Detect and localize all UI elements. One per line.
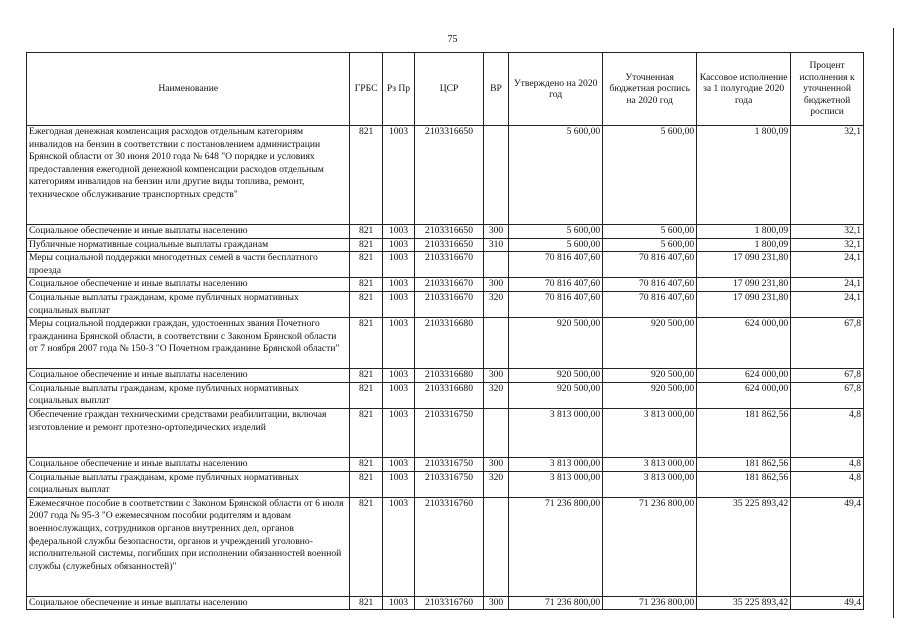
table-cell-name: Ежемесячное пособие в соответствии с Законом Брянской области от 6 июля 2007 года № 95-З "О ежемесячном пособии родителям и вдовам военнослужащих, сотрудников органов внутренних дел, органов федеральной службы безопасности, органов и учреждений уголовно-исполнительной системы, погибших при исполнении обязанностей военной службы (служебных обязанностей)": [27, 497, 350, 596]
table-cell-cash: 624 000,00: [697, 382, 791, 408]
table-cell-name: Обеспечение граждан техническими средствами реабилитации, включая изготовление и ремонт протезно-ортопедических изделий: [27, 408, 350, 457]
table-cell-cash: 1 800,09: [697, 225, 791, 239]
table-cell-approved: 5 600,00: [509, 126, 603, 225]
table-cell-percent: 49,4: [791, 497, 864, 596]
table-cell-grbs: 821: [350, 457, 382, 471]
table-cell-refined: 71 236 800,00: [603, 497, 697, 596]
column-header-csr: ЦСР: [415, 53, 484, 126]
table-row: [27, 471, 864, 497]
table-cell-percent: 4,8: [791, 408, 864, 457]
table-cell-csr: 2103316650: [415, 126, 484, 225]
table-cell-grbs: 821: [350, 471, 382, 497]
table-cell-refined: 920 500,00: [603, 318, 697, 369]
table-cell-grbs: 821: [350, 408, 382, 457]
table-cell-approved: 70 816 407,60: [509, 278, 603, 292]
table-cell-cash: 624 000,00: [697, 369, 791, 383]
page-number: 75: [447, 34, 458, 45]
table-row: [27, 408, 864, 457]
table-cell-grbs: 821: [350, 126, 382, 225]
table-cell-approved: 71 236 800,00: [509, 497, 603, 596]
table-cell-cash: 35 225 893,42: [697, 497, 791, 596]
table-cell-percent: 67,8: [791, 369, 864, 383]
table-row: [27, 369, 864, 383]
table-row: [27, 291, 864, 317]
table-cell-approved: 3 813 000,00: [509, 408, 603, 457]
table-cell-grbs: 821: [350, 596, 382, 610]
table-cell-refined: 70 816 407,60: [603, 278, 697, 292]
table-cell-vr: 300: [483, 278, 508, 292]
table-row: [27, 225, 864, 239]
table-cell-cash: 181 862,56: [697, 408, 791, 457]
table-cell-refined: 920 500,00: [603, 382, 697, 408]
table-cell-cash: 181 862,56: [697, 471, 791, 497]
column-header-cash: Кассовое исполнение за 1 полугодие 2020 года: [697, 53, 791, 126]
table-cell-percent: 24,1: [791, 252, 864, 278]
table-cell-vr: [483, 318, 508, 369]
table-cell-cash: 17 090 231,80: [697, 252, 791, 278]
table-row: [27, 596, 864, 610]
table-cell-csr: 2103316750: [415, 408, 484, 457]
column-header-grbs: ГРБС: [350, 53, 382, 126]
table-cell-refined: 70 816 407,60: [603, 291, 697, 317]
table-cell-vr: [483, 252, 508, 278]
table-cell-rzpr: 1003: [382, 369, 414, 383]
table-cell-name: Социальные выплаты гражданам, кроме публичных нормативных социальных выплат: [27, 471, 350, 497]
table-cell-name: Ежегодная денежная компенсация расходов отдельным категориям инвалидов на бензин в соответствии с постановлением администрации Брянской области от 30 июня 2010 года № 648 "О порядке и условиях предоставления ежегодной денежной компенсации расходов отдельным категориям инвалидов на бензин или другие виды топлива, ремонт, техническое обслуживание транспортных средств": [27, 126, 350, 225]
table-cell-rzpr: 1003: [382, 382, 414, 408]
table-cell-rzpr: 1003: [382, 408, 414, 457]
table-cell-rzpr: 1003: [382, 278, 414, 292]
table-row: [27, 318, 864, 369]
column-header-refined: Уточненная бюджетная роспись на 2020 год: [603, 53, 697, 126]
table-cell-name: Социальные выплаты гражданам, кроме публичных нормативных социальных выплат: [27, 382, 350, 408]
table-cell-cash: 1 800,09: [697, 126, 791, 225]
table-cell-csr: 2103316670: [415, 252, 484, 278]
table-cell-rzpr: 1003: [382, 471, 414, 497]
table-cell-percent: 32,1: [791, 225, 864, 239]
table-cell-name: Социальное обеспечение и иные выплаты населению: [27, 457, 350, 471]
page-edge-line: [893, 28, 894, 618]
table-cell-cash: 624 000,00: [697, 318, 791, 369]
table-row: [27, 278, 864, 292]
table-cell-rzpr: 1003: [382, 318, 414, 369]
table-cell-approved: 70 816 407,60: [509, 291, 603, 317]
table-cell-cash: 181 862,56: [697, 457, 791, 471]
table-cell-name: Социальное обеспечение и иные выплаты населению: [27, 596, 350, 610]
table-cell-name: Публичные нормативные социальные выплаты гражданам: [27, 238, 350, 252]
table-cell-csr: 2103316680: [415, 382, 484, 408]
table-cell-csr: 2103316670: [415, 278, 484, 292]
table-cell-refined: 71 236 800,00: [603, 596, 697, 610]
table-cell-vr: [483, 126, 508, 225]
table-cell-percent: 67,8: [791, 318, 864, 369]
table-cell-cash: 17 090 231,80: [697, 278, 791, 292]
column-header-name: Наименование: [27, 53, 350, 126]
table-cell-csr: 2103316650: [415, 225, 484, 239]
table-cell-refined: 3 813 000,00: [603, 408, 697, 457]
table-row: [27, 382, 864, 408]
table-cell-approved: 920 500,00: [509, 382, 603, 408]
table-cell-vr: 320: [483, 471, 508, 497]
table-cell-csr: 2103316680: [415, 318, 484, 369]
table-cell-cash: 35 225 893,42: [697, 596, 791, 610]
table-cell-name: Социальные выплаты гражданам, кроме публичных нормативных социальных выплат: [27, 291, 350, 317]
table-row: [27, 238, 864, 252]
table-row: [27, 252, 864, 278]
table-cell-refined: 5 600,00: [603, 238, 697, 252]
table-cell-vr: 300: [483, 369, 508, 383]
table-cell-percent: 32,1: [791, 238, 864, 252]
table-cell-grbs: 821: [350, 252, 382, 278]
table-cell-name: Социальное обеспечение и иные выплаты населению: [27, 225, 350, 239]
table-cell-rzpr: 1003: [382, 252, 414, 278]
table-cell-percent: 24,1: [791, 291, 864, 317]
table-cell-approved: 5 600,00: [509, 238, 603, 252]
table-cell-vr: 310: [483, 238, 508, 252]
table-cell-rzpr: 1003: [382, 126, 414, 225]
table-cell-percent: 67,8: [791, 382, 864, 408]
table-cell-vr: 300: [483, 225, 508, 239]
table-cell-rzpr: 1003: [382, 596, 414, 610]
table-cell-grbs: 821: [350, 291, 382, 317]
table-row: [27, 457, 864, 471]
column-header-percent: Процент исполнения к уточненной бюджетной росписи: [791, 53, 864, 126]
table-cell-approved: 920 500,00: [509, 369, 603, 383]
table-cell-vr: 320: [483, 291, 508, 317]
table-cell-vr: 300: [483, 457, 508, 471]
table-cell-vr: 300: [483, 596, 508, 610]
table-cell-refined: 920 500,00: [603, 369, 697, 383]
table-cell-approved: 3 813 000,00: [509, 471, 603, 497]
table-cell-refined: 5 600,00: [603, 126, 697, 225]
table-cell-name: Меры социальной поддержки многодетных семей в части бесплатного проезда: [27, 252, 350, 278]
table-cell-rzpr: 1003: [382, 457, 414, 471]
table-cell-approved: 70 816 407,60: [509, 252, 603, 278]
table-row: [27, 126, 864, 225]
table-cell-grbs: 821: [350, 369, 382, 383]
table-cell-grbs: 821: [350, 238, 382, 252]
column-header-vr: ВР: [483, 53, 508, 126]
table-cell-percent: 4,8: [791, 471, 864, 497]
table-cell-percent: 32,1: [791, 126, 864, 225]
table-cell-cash: 17 090 231,80: [697, 291, 791, 317]
table-cell-grbs: 821: [350, 278, 382, 292]
table-cell-grbs: 821: [350, 497, 382, 596]
table-cell-refined: 5 600,00: [603, 225, 697, 239]
table-cell-grbs: 821: [350, 318, 382, 369]
table-cell-rzpr: 1003: [382, 238, 414, 252]
table-cell-name: Социальное обеспечение и иные выплаты населению: [27, 369, 350, 383]
table-row: [27, 497, 864, 596]
table-cell-approved: 71 236 800,00: [509, 596, 603, 610]
column-header-rzpr: Рз Пр: [382, 53, 414, 126]
column-header-approved: Утверждено на 2020 год: [509, 53, 603, 126]
table-cell-vr: [483, 408, 508, 457]
budget-execution-table: [26, 52, 864, 610]
table-cell-vr: [483, 497, 508, 596]
table-cell-csr: 2103316750: [415, 457, 484, 471]
table-cell-rzpr: 1003: [382, 291, 414, 317]
table-cell-name: Меры социальной поддержки граждан, удостоенных звания Почетного гражданина Брянской области, в соответствии с Законом Брянской области от 7 ноября 2007 года № 150-З "О Почетном гражданине Брянской области": [27, 318, 350, 369]
table-header-row: [27, 53, 864, 126]
table-cell-percent: 4,8: [791, 457, 864, 471]
table-cell-refined: 3 813 000,00: [603, 471, 697, 497]
table-cell-refined: 70 816 407,60: [603, 252, 697, 278]
table-cell-grbs: 821: [350, 382, 382, 408]
table-cell-csr: 2103316750: [415, 471, 484, 497]
table-cell-percent: 49,4: [791, 596, 864, 610]
table-cell-approved: 5 600,00: [509, 225, 603, 239]
table-cell-csr: 2103316760: [415, 596, 484, 610]
table-cell-refined: 3 813 000,00: [603, 457, 697, 471]
table-cell-grbs: 821: [350, 225, 382, 239]
table-cell-vr: 320: [483, 382, 508, 408]
table-cell-csr: 2103316680: [415, 369, 484, 383]
table-cell-approved: 3 813 000,00: [509, 457, 603, 471]
table-cell-csr: 2103316650: [415, 238, 484, 252]
table-cell-approved: 920 500,00: [509, 318, 603, 369]
table-cell-rzpr: 1003: [382, 497, 414, 596]
table-cell-csr: 2103316670: [415, 291, 484, 317]
table-cell-name: Социальное обеспечение и иные выплаты населению: [27, 278, 350, 292]
table-cell-percent: 24,1: [791, 278, 864, 292]
table-cell-rzpr: 1003: [382, 225, 414, 239]
table-cell-csr: 2103316760: [415, 497, 484, 596]
table-cell-cash: 1 800,09: [697, 238, 791, 252]
